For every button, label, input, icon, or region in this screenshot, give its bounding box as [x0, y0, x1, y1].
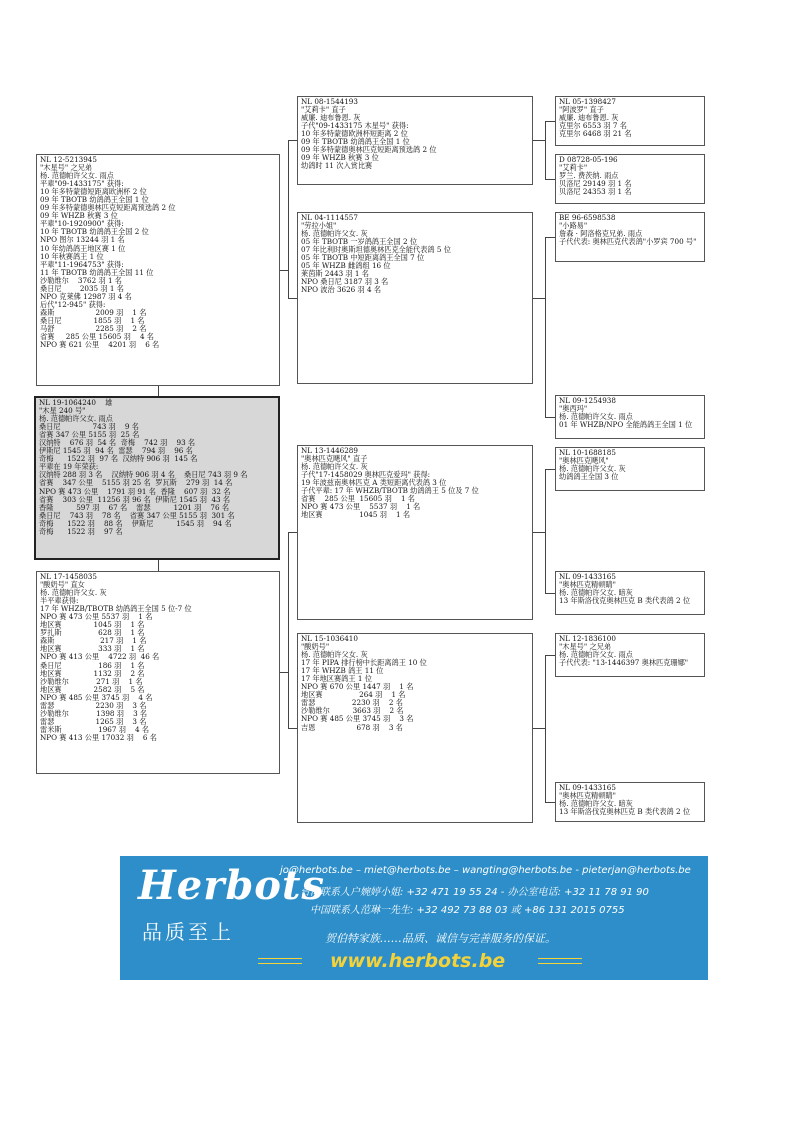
- pedigree-line: 沙勒维尔 1398 羽 3 名: [40, 708, 148, 718]
- connector-line: [545, 802, 555, 803]
- pedigree-line: NPO 赛 670 公里 1447 羽 1 名: [301, 682, 414, 692]
- pedigree-line: 伊斯尼 1545 羽 94 名 雷瑟 794 羽 96 名: [39, 446, 193, 456]
- banner-website-link[interactable]: www.herbots.be: [330, 950, 506, 972]
- pedigree-line: 杨. 范德帕许父女. 灰: [40, 588, 107, 598]
- ring-number: NL 08-1544193: [301, 97, 358, 106]
- pedigree-line: 10 年多特蒙德欧洲杯短距离 2 位: [301, 129, 408, 139]
- pedigree-line: 17 年地区赛鸽王 1 位: [301, 674, 372, 684]
- pedigree-line: 杨. 范德帕许父女. 雨点: [40, 171, 114, 181]
- pigeon-name: "奥林匹克精顿睛": [559, 580, 616, 590]
- connector-line: [545, 121, 546, 179]
- pedigree-line: 子代"17-1458029 奥林匹克爱玛" 获得:: [301, 470, 431, 480]
- connector-line: [545, 237, 555, 238]
- pedigree-line: 罗扎斯 628 羽 1 名: [40, 628, 145, 638]
- pedigree-line: 马舒 2285 羽 2 名: [40, 323, 147, 333]
- pedigree-line: 07 年比利时奥斯坦德奥林匹克全能代表鸽 5 位: [301, 245, 451, 255]
- pedigree-line: 罗兰. 费茨纳. 雨点: [559, 171, 619, 181]
- pigeon-name: "木星号" 之兄弟: [559, 642, 612, 652]
- pigeon-name: "奥西玛": [559, 404, 588, 414]
- pedigree-line: 杨. 范德帕许父女. 暗灰: [559, 588, 633, 598]
- pedigree-line: 香隆 597 羽 67 名 雷瑟 1201 羽 76 名: [39, 502, 230, 512]
- connector-line: [288, 298, 297, 299]
- pedigree-line: NPO 图尔 13244 羽 1 名: [40, 235, 125, 245]
- banner-china-contact: 中国联系人范琳一先生: +32 492 73 88 03 或 +86 131 2015 0755: [310, 905, 625, 916]
- pedigree-line: 杨. 范德帕许父女. 灰: [301, 229, 368, 239]
- pedigree-box-dam-dam: [297, 633, 533, 823]
- ring-number: NL 15-1036410: [301, 634, 358, 643]
- connector-line: [545, 469, 555, 470]
- pedigree-box-sire-dam: [297, 212, 533, 384]
- pigeon-name: "艾莉卡" 直子: [301, 105, 346, 115]
- ring-number: BE 96-6598538: [559, 213, 616, 222]
- ring-number: NL 05-1398427: [559, 97, 616, 106]
- pedigree-line: 05 年 TBOTB 一岁鸽鸽王全国 2 位: [301, 237, 418, 247]
- pedigree-line: 平辈"10-1920900" 获得:: [40, 219, 124, 229]
- connector-line: [545, 417, 555, 418]
- pedigree-line: 省赛 285 公里 15605 羽 4 名: [40, 332, 154, 342]
- pedigree-line: 子代代表: 奥林匹克代表鸽"小罗宾 700 号": [559, 237, 697, 247]
- connector-line: [533, 532, 545, 533]
- pedigree-line: 地区赛 1045 羽 1 名: [40, 620, 145, 630]
- pedigree-line: 贝洛尼 24353 羽 1 名: [559, 187, 632, 197]
- connector-line: [288, 140, 289, 298]
- connector-line: [545, 655, 546, 802]
- connector-line: [288, 532, 297, 533]
- pedigree-line: NPO 赛 473 公里 1791 羽 91 名 香隆 607 羽 32 名: [39, 486, 231, 496]
- pedigree-line: 克里尔 6468 羽 21 名: [559, 129, 632, 139]
- pedigree-box-dam-sire: [297, 445, 533, 620]
- pedigree-box-dam-sire-sire: [555, 571, 705, 615]
- pedigree-line: 沙勒维尔 271 羽 1 名: [40, 676, 143, 686]
- ring-number: NL 12-1836100: [559, 634, 616, 643]
- connector-line: [158, 560, 159, 571]
- connector-line: [533, 140, 545, 141]
- pedigree-box-sire-dam-dam: [555, 395, 705, 439]
- pedigree-line: 05 年 WHZB 雌鸽组 16 位: [301, 261, 391, 271]
- pedigree-line: 后代"12-945" 获得:: [40, 299, 106, 309]
- pigeon-name: "奥林匹克精顿睛": [559, 791, 616, 801]
- pedigree-box-sire-sire-dam: [555, 154, 705, 204]
- pigeon-name: "木星号" 之兄弟: [40, 163, 93, 173]
- pedigree-line: NPO 赛 485 公里 3745 羽 4 名: [40, 692, 153, 702]
- pedigree-line: 11 年 TBOTB 幼鸽鸽王全国 11 位: [40, 267, 154, 277]
- pedigree-box-dam-sire-dam: [555, 447, 705, 491]
- pigeon-name: "奥林匹克飓风": [559, 456, 609, 466]
- pedigree-line: NPO 桑日尼 3187 羽 3 名: [301, 277, 389, 287]
- pedigree-line: 平辈"11-1964753" 获得:: [40, 259, 124, 269]
- pedigree-box-sire-dam-sire: [555, 212, 705, 262]
- pedigree-line: 杨. 范德帕许父女. 雨点: [39, 414, 113, 424]
- pedigree-line: 桑日尼 743 羽 9 名: [39, 422, 139, 432]
- connector-line: [533, 298, 545, 299]
- pedigree-line: 幼鸽时 11 次入赏比赛: [301, 161, 373, 171]
- pedigree-line: 05 年 TBOTB 中短距离鸽王全国 7 位: [301, 253, 425, 263]
- pedigree-line: 13 年斯洛伐克奥林匹克 B 类代表鸽 2 位: [559, 807, 691, 817]
- pedigree-line: 杨. 范德帕许父女. 灰: [301, 462, 368, 472]
- pedigree-line: 威廉. 迪布鲁恩. 灰: [559, 113, 619, 123]
- pedigree-line: 雷米斯 1967 羽 4 名: [40, 724, 150, 734]
- banner-left-dash: [258, 958, 302, 964]
- pigeon-name: "酸奶号": [301, 642, 330, 652]
- pedigree-line: 平辈在 19 年荣获:: [39, 462, 99, 472]
- pedigree-line: 桑日尼 186 羽 1 名: [40, 660, 145, 670]
- ring-number: NL 13-1446289: [301, 446, 358, 455]
- pedigree-line: 09 年 WHZB 秋赛 3 位: [301, 153, 379, 163]
- pedigree-box-dam-dam-sire: [555, 633, 705, 677]
- pedigree-line: NPO 赛 413 公里 4722 羽 46 名: [40, 652, 160, 662]
- herbots-logo: Herbots: [138, 862, 325, 909]
- connector-line: [158, 386, 159, 396]
- pedigree-line: NPO 赛 473 公里 5537 羽 1 名: [301, 502, 421, 512]
- ring-number: NL 09-1433165: [559, 572, 616, 581]
- banner-right-dash: [538, 958, 582, 964]
- pedigree-line: 威廉. 迪布鲁恩. 灰: [301, 113, 361, 123]
- pedigree-line: 沙勒维尔 3762 羽 1 名: [40, 275, 122, 285]
- connector-line: [545, 469, 546, 593]
- connector-line: [545, 179, 555, 180]
- pedigree-line: 地区赛 333 羽 1 名: [40, 644, 145, 654]
- connector-line: [288, 140, 297, 141]
- pedigree-line: NPO 赛 413 公里 17032 羽 6 名: [40, 732, 157, 742]
- connector-line: [545, 593, 555, 594]
- pedigree-line: 雷瑟 2230 羽 3 名: [40, 700, 147, 710]
- connector-line: [280, 270, 288, 271]
- pedigree-line: 杨. 范德帕许父女. 雨点: [559, 650, 633, 660]
- pedigree-line: 子代平辈: 17 年 WHZB/TBOTB 幼鸽鸽王 5 位及 7 位: [301, 486, 479, 496]
- connector-line: [545, 121, 555, 122]
- pedigree-line: 杨. 范德帕许父女. 雨点: [559, 412, 633, 422]
- pedigree-line: 09 年 TBOTB 幼鸽鸽王全国 1 位: [40, 195, 149, 205]
- pedigree-line: 地区赛 2582 羽 5 名: [40, 684, 145, 694]
- ring-number: NL 17-1458035: [40, 572, 97, 581]
- pedigree-box-sire-sire: [297, 96, 533, 185]
- pedigree-line: 奇梅 1522 羽 97 名 汉纳特 906 羽 145 名: [39, 454, 198, 464]
- pedigree-line: 汉纳特 676 羽 54 名 奇梅 742 羽 93 名: [39, 438, 196, 448]
- connector-line: [533, 728, 545, 729]
- pedigree-line: 桑日尼 1855 羽 1 名: [40, 315, 145, 325]
- pedigree-line: 克里尔 6553 羽 7 名: [559, 121, 627, 131]
- pigeon-name: "小路易": [559, 221, 588, 231]
- pedigree-line: 09 年 WHZB 秋赛 3 位: [40, 211, 118, 221]
- pigeon-name: "奥林匹克飓风" 直子: [301, 454, 368, 464]
- connector-line: [280, 672, 288, 673]
- pedigree-line: NPO 赛 473 公里 5537 羽 1 名: [40, 612, 153, 622]
- banner-slogan: 品质至上: [142, 920, 234, 944]
- pedigree-line: 杨. 范德帕许父女. 灰: [559, 464, 626, 474]
- pedigree-line: NPO 赛 485 公里 3745 羽 3 名: [301, 714, 414, 724]
- pedigree-line: 莱茵斯 2443 羽 1 名: [301, 269, 369, 279]
- ring-number: NL 09-1254938: [559, 396, 616, 405]
- pedigree-line: 09 年 TBOTB 幼鸽鸽王全国 1 位: [301, 137, 410, 147]
- banner-taiwan-contact: 台湾联系人户婉婷小姐: +32 471 19 55 24 - 办公室电话: +32 11 78 91 90: [300, 887, 649, 898]
- pedigree-line: 10 年多特蒙德短距离欧洲杯 2 位: [40, 187, 147, 197]
- connector-line: [288, 728, 297, 729]
- connector-line: [545, 655, 555, 656]
- pedigree-line: 地区赛 264 羽 1 名: [301, 690, 406, 700]
- ring-number: NL 10-1688185: [559, 448, 616, 457]
- pedigree-line: 桑日尼 2035 羽 1 名: [40, 283, 124, 293]
- pedigree-line: 省赛 285 公里 15605 羽 1 名: [301, 494, 415, 504]
- pedigree-box-sire: [36, 154, 280, 386]
- pedigree-line: 杨. 范德帕许父女. 暗灰: [559, 799, 633, 809]
- pedigree-line: 半平辈获得:: [40, 596, 79, 606]
- pedigree-line: 17 年 WHZB 鸽王 11 位: [301, 666, 384, 676]
- pedigree-line: 地区赛 1132 羽 2 名: [40, 668, 145, 678]
- pedigree-line: 詹森 · 阿洛格克兄弟. 雨点: [559, 229, 643, 239]
- pedigree-line: 汉纳特 288 羽 3 名 汉纳特 906 羽 4 名 桑日尼 743 羽 9 名: [39, 470, 248, 480]
- pedigree-box-sire-sire-sire: [555, 96, 705, 146]
- pedigree-line: NPO 赛 621 公里 4201 羽 6 名: [40, 340, 160, 350]
- connector-line: [545, 237, 546, 417]
- pedigree-line: 省赛 347 公里 5155 羽 25 名 罗瓦斯 279 羽 14 名: [39, 478, 233, 488]
- ring-number: NL 04-1114557: [301, 213, 358, 222]
- pedigree-line: 09 年多特蒙德奥林匹克短距离预选鸽 2 位: [40, 203, 176, 213]
- pedigree-line: 13 年斯洛伐克奥林匹克 B 类代表鸽 2 位: [559, 596, 691, 606]
- pedigree-line: 10 年 TBOTB 幼鸽鸽王全国 2 位: [40, 227, 149, 237]
- herbots-banner: [120, 856, 708, 980]
- pedigree-line: 杨. 范德帕许父女. 灰: [301, 650, 368, 660]
- pedigree-line: 09 年多特蒙德奥林匹克短距离预选鸽 2 位: [301, 145, 437, 155]
- pedigree-line: NPO 克莱佛 12987 羽 4 名: [40, 291, 132, 301]
- banner-tagline: 贺伯特家族……品质、诚信与完善服务的保证。: [325, 932, 556, 945]
- ring-number: D 08728-05-196: [559, 155, 618, 164]
- pedigree-line: 01 年 WHZB/NPO 全能鸽鸽王全国 1 位: [559, 420, 693, 430]
- ring-number: NL 12-5213945: [40, 155, 97, 164]
- pedigree-line: 奇梅 1522 羽 97 名: [39, 526, 123, 536]
- pedigree-line: 10 年幼鸽鸽王地区赛 1 位: [40, 243, 126, 253]
- pigeon-name: "劳拉小姐": [301, 221, 337, 231]
- pedigree-line: 10 年秋赛鸽王 1 位: [40, 251, 104, 261]
- pedigree-line: 平辈"09-1433175" 获得:: [40, 179, 124, 189]
- pedigree-line: 地区赛 1045 羽 1 名: [301, 510, 411, 520]
- pedigree-box-subject: [34, 396, 280, 560]
- pedigree-line: 桑日尼 743 羽 78 名 省赛 347 公里 5155 羽 301 名: [39, 510, 235, 520]
- pedigree-line: 17 年 PIPA 排行榜中长距离鸽王 10 位: [301, 658, 427, 668]
- pedigree-line: 森斯 217 羽 1 名: [40, 636, 147, 646]
- pedigree-line: 子代代表: "13-1446397 奥林匹克珊娜": [559, 658, 689, 668]
- pigeon-name: "艾莉卡": [559, 163, 588, 173]
- pedigree-line: 吉恩 678 羽 3 名: [301, 722, 403, 732]
- pedigree-line: NPO 波治 3626 羽 4 名: [301, 285, 382, 295]
- pedigree-line: 省赛 303 公里 11256 羽 96 名 伊斯尼 1545 羽 43 名: [39, 494, 231, 504]
- pigeon-name: "阿波罗" 直子: [559, 105, 604, 115]
- pedigree-line: 17 年 WHZB/TBOTB 幼鸽鸽王全国 5 位-7 位: [40, 604, 192, 614]
- banner-emails: jo@herbots.be – miet@herbots.be – wangting@herbots.be - pieterjan@herbots.be: [280, 865, 691, 876]
- pigeon-name: "木星 240 号": [39, 406, 86, 416]
- connector-line: [288, 532, 289, 728]
- pedigree-line: 子代"09-1433175 木星号" 获得:: [301, 121, 409, 131]
- pedigree-line: 贝洛尼 29149 羽 1 名: [559, 179, 632, 189]
- pedigree-line: 19 年波兹南奥林匹克 A 类短距离代表鸽 3 位: [301, 478, 447, 488]
- ring-number: NL 19-1064240 雄: [39, 398, 113, 407]
- pigeon-name: "酸奶号" 直女: [40, 580, 85, 590]
- pedigree-line: 雷瑟 1265 羽 3 名: [40, 716, 147, 726]
- pedigree-line: 沙勒维尔 3663 羽 2 名: [301, 706, 404, 716]
- pedigree-line: 省赛 347 公里 5155 羽 25 名: [39, 430, 140, 440]
- pedigree-box-dam: [36, 571, 280, 774]
- pedigree-line: 雷瑟 2230 羽 2 名: [301, 698, 403, 708]
- pedigree-line: 森斯 2009 羽 1 名: [40, 307, 147, 317]
- pedigree-box-dam-dam-dam: [555, 782, 705, 822]
- pedigree-line: 奇梅 1522 羽 88 名 伊斯尼 1545 羽 94 名: [39, 518, 232, 528]
- pedigree-line: 幼鸽鸽王全国 3 位: [559, 472, 619, 482]
- ring-number: NL 09-1433165: [559, 783, 616, 792]
